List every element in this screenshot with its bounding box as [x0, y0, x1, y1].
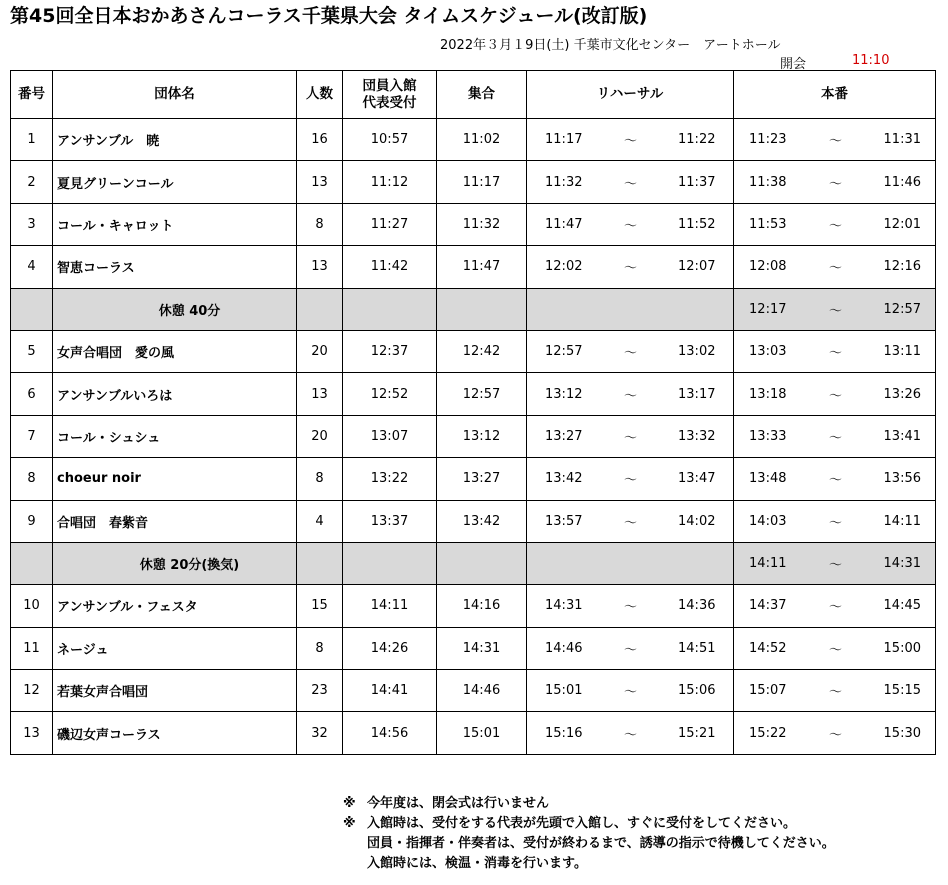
member-count: 8	[297, 203, 343, 245]
row-no: 13	[11, 712, 53, 754]
performance-end: 11:46	[870, 161, 936, 203]
performance-end: 15:15	[870, 670, 936, 712]
break-row	[11, 542, 936, 584]
tilde: ～	[802, 542, 870, 584]
table-row	[11, 585, 936, 627]
member-count: 13	[297, 161, 343, 203]
row-no: 11	[11, 627, 53, 669]
member-count: 8	[297, 627, 343, 669]
tilde: ～	[601, 670, 661, 712]
rehearsal-end: 11:22	[661, 119, 734, 161]
performance-end: 14:45	[870, 585, 936, 627]
table-row	[11, 373, 936, 415]
tilde: ～	[802, 203, 870, 245]
performance-end: 12:16	[870, 246, 936, 288]
row-no: 5	[11, 330, 53, 372]
rehearsal-start: 13:12	[527, 373, 601, 415]
note-2	[343, 814, 835, 834]
break-checkin-cell	[343, 288, 437, 330]
table-row	[11, 330, 936, 372]
tilde: ～	[601, 627, 661, 669]
group-name: アンサンブル 暁	[53, 119, 297, 161]
break-rehearsal-cell	[527, 288, 734, 330]
member-count: 15	[297, 585, 343, 627]
row-no: 4	[11, 246, 53, 288]
performance-end: 13:26	[870, 373, 936, 415]
rehearsal-end: 14:02	[661, 500, 734, 542]
table-row	[11, 161, 936, 203]
tilde: ～	[601, 203, 661, 245]
performance-start: 13:48	[734, 458, 802, 500]
performance-start: 14:03	[734, 500, 802, 542]
checkin-time: 11:27	[343, 203, 437, 245]
checkin-time: 14:41	[343, 670, 437, 712]
tilde: ～	[802, 500, 870, 542]
group-name: ネージュ	[53, 627, 297, 669]
group-name: 若葉女声合唱団	[53, 670, 297, 712]
opening-time: 11:10	[852, 53, 890, 68]
performance-end: 11:31	[870, 119, 936, 161]
table-row	[11, 203, 936, 245]
tilde: ～	[802, 712, 870, 754]
performance-start: 11:23	[734, 119, 802, 161]
checkin-time: 13:22	[343, 458, 437, 500]
assembly-time: 13:42	[437, 500, 527, 542]
rehearsal-start: 15:16	[527, 712, 601, 754]
tilde: ～	[601, 500, 661, 542]
note-4-text: 入館時には、検温・消毒を行います。	[367, 856, 587, 871]
checkin-time: 14:11	[343, 585, 437, 627]
performance-start: 11:53	[734, 203, 802, 245]
header-row	[11, 71, 936, 119]
rehearsal-end: 15:21	[661, 712, 734, 754]
table-row	[11, 119, 936, 161]
assembly-time: 11:47	[437, 246, 527, 288]
break-no-cell	[11, 542, 53, 584]
header-rehearsal: リハーサル	[527, 71, 734, 119]
checkin-time: 13:07	[343, 415, 437, 457]
table-row	[11, 246, 936, 288]
rehearsal-start: 14:31	[527, 585, 601, 627]
row-no: 1	[11, 119, 53, 161]
rehearsal-end: 11:37	[661, 161, 734, 203]
table-row	[11, 670, 936, 712]
rehearsal-start: 13:27	[527, 415, 601, 457]
tilde: ～	[601, 373, 661, 415]
break-rehearsal-cell	[527, 542, 734, 584]
header-assembly: 集合	[437, 71, 527, 119]
row-no: 8	[11, 458, 53, 500]
group-name: choeur noir	[53, 458, 297, 500]
rehearsal-end: 15:06	[661, 670, 734, 712]
tilde: ～	[601, 119, 661, 161]
tilde: ～	[802, 161, 870, 203]
group-name: アンサンブルいろは	[53, 373, 297, 415]
rehearsal-start: 11:32	[527, 161, 601, 203]
break-checkin-cell	[343, 542, 437, 584]
break-no-cell	[11, 288, 53, 330]
rehearsal-start: 11:17	[527, 119, 601, 161]
tilde: ～	[601, 246, 661, 288]
performance-start: 12:08	[734, 246, 802, 288]
tilde: ～	[802, 670, 870, 712]
header-performance: 本番	[734, 71, 936, 119]
header-checkin-line2: 代表受付	[362, 94, 417, 111]
break-members-cell	[297, 288, 343, 330]
rehearsal-end: 13:17	[661, 373, 734, 415]
rehearsal-end: 13:47	[661, 458, 734, 500]
rehearsal-end: 11:52	[661, 203, 734, 245]
rehearsal-start: 11:47	[527, 203, 601, 245]
performance-start: 14:52	[734, 627, 802, 669]
row-no: 7	[11, 415, 53, 457]
note-1	[343, 794, 835, 814]
checkin-time: 13:37	[343, 500, 437, 542]
schedule-body	[11, 119, 936, 755]
member-count: 20	[297, 330, 343, 372]
group-name: アンサンブル・フェスタ	[53, 585, 297, 627]
row-no: 2	[11, 161, 53, 203]
break-members-cell	[297, 542, 343, 584]
assembly-time: 13:27	[437, 458, 527, 500]
checkin-time: 12:37	[343, 330, 437, 372]
tilde: ～	[601, 458, 661, 500]
tilde: ～	[802, 373, 870, 415]
rehearsal-start: 14:46	[527, 627, 601, 669]
note-4	[343, 854, 835, 874]
assembly-time: 13:12	[437, 415, 527, 457]
performance-end: 13:56	[870, 458, 936, 500]
checkin-time: 11:12	[343, 161, 437, 203]
schedule-table	[10, 70, 936, 755]
assembly-time: 14:46	[437, 670, 527, 712]
table-row	[11, 627, 936, 669]
performance-end: 14:11	[870, 500, 936, 542]
performance-start: 15:22	[734, 712, 802, 754]
group-name: 夏見グリーンコール	[53, 161, 297, 203]
assembly-time: 14:16	[437, 585, 527, 627]
checkin-time: 12:52	[343, 373, 437, 415]
note-3	[343, 834, 835, 854]
table-row	[11, 712, 936, 754]
break-row	[11, 288, 936, 330]
page-title: 第45回全日本おかあさんコーラス千葉県大会 タイムスケジュール(改訂版)	[10, 5, 648, 27]
rehearsal-start: 12:57	[527, 330, 601, 372]
notes	[343, 794, 835, 874]
assembly-time: 12:42	[437, 330, 527, 372]
member-count: 16	[297, 119, 343, 161]
break-end-time: 12:57	[870, 288, 936, 330]
assembly-time: 14:31	[437, 627, 527, 669]
group-name: コール・キャロット	[53, 203, 297, 245]
header-members: 人数	[297, 71, 343, 119]
break-start-time: 12:17	[734, 288, 802, 330]
break-start-time: 14:11	[734, 542, 802, 584]
performance-start: 13:18	[734, 373, 802, 415]
tilde: ～	[802, 288, 870, 330]
member-count: 8	[297, 458, 343, 500]
tilde: ～	[802, 415, 870, 457]
break-label: 休憩 40分	[53, 288, 297, 330]
group-name: 合唱団 春紫音	[53, 500, 297, 542]
performance-end: 15:00	[870, 627, 936, 669]
performance-end: 12:01	[870, 203, 936, 245]
tilde: ～	[802, 458, 870, 500]
assembly-time: 11:17	[437, 161, 527, 203]
tilde: ～	[802, 330, 870, 372]
rehearsal-start: 13:57	[527, 500, 601, 542]
assembly-time: 11:02	[437, 119, 527, 161]
tilde: ～	[601, 415, 661, 457]
performance-start: 14:37	[734, 585, 802, 627]
tilde: ～	[802, 585, 870, 627]
checkin-time: 11:42	[343, 246, 437, 288]
member-count: 32	[297, 712, 343, 754]
tilde: ～	[601, 585, 661, 627]
note-mark: ※	[343, 816, 356, 831]
checkin-time: 14:56	[343, 712, 437, 754]
tilde: ～	[802, 246, 870, 288]
rehearsal-start: 15:01	[527, 670, 601, 712]
header-no: 番号	[11, 71, 53, 119]
table-row	[11, 500, 936, 542]
break-end-time: 14:31	[870, 542, 936, 584]
note-2-text: 入館時は、受付をする代表が先頭で入館し、すぐに受付をしてください。	[367, 816, 797, 831]
group-name: コール・シュシュ	[53, 415, 297, 457]
rehearsal-end: 14:36	[661, 585, 734, 627]
break-label: 休憩 20分(換気)	[53, 542, 297, 584]
member-count: 4	[297, 500, 343, 542]
performance-start: 13:33	[734, 415, 802, 457]
tilde: ～	[601, 330, 661, 372]
checkin-time: 10:57	[343, 119, 437, 161]
performance-start: 11:38	[734, 161, 802, 203]
rehearsal-end: 13:02	[661, 330, 734, 372]
table-row	[11, 458, 936, 500]
rehearsal-start: 12:02	[527, 246, 601, 288]
tilde: ～	[601, 712, 661, 754]
row-no: 12	[11, 670, 53, 712]
member-count: 23	[297, 670, 343, 712]
note-mark: ※	[343, 796, 356, 811]
tilde: ～	[802, 119, 870, 161]
rehearsal-end: 13:32	[661, 415, 734, 457]
performance-end: 13:41	[870, 415, 936, 457]
performance-start: 15:07	[734, 670, 802, 712]
header-checkin-line1: 団員入館	[362, 77, 417, 94]
group-name: 智恵コーラス	[53, 246, 297, 288]
member-count: 20	[297, 415, 343, 457]
rehearsal-end: 12:07	[661, 246, 734, 288]
row-no: 10	[11, 585, 53, 627]
member-count: 13	[297, 373, 343, 415]
event-date-venue: 2022年３月１9日(土) 千葉市文化センター アートホール	[440, 38, 781, 53]
assembly-time: 11:32	[437, 203, 527, 245]
table-row	[11, 415, 936, 457]
row-no: 3	[11, 203, 53, 245]
break-assembly-cell	[437, 288, 527, 330]
opening-label: 開会	[780, 57, 807, 72]
row-no: 9	[11, 500, 53, 542]
group-name: 女声合唱団 愛の風	[53, 330, 297, 372]
note-3-text: 団員・指揮者・伴奏者は、受付が終わるまで、誘導の指示で待機してください。	[367, 836, 835, 851]
group-name: 磯辺女声コーラス	[53, 712, 297, 754]
break-assembly-cell	[437, 542, 527, 584]
tilde: ～	[601, 161, 661, 203]
row-no: 6	[11, 373, 53, 415]
assembly-time: 12:57	[437, 373, 527, 415]
header-checkin	[343, 71, 437, 119]
performance-end: 13:11	[870, 330, 936, 372]
performance-end: 15:30	[870, 712, 936, 754]
tilde: ～	[802, 627, 870, 669]
member-count: 13	[297, 246, 343, 288]
note-1-text: 今年度は、閉会式は行いません	[367, 796, 550, 811]
checkin-time: 14:26	[343, 627, 437, 669]
header-group: 団体名	[53, 71, 297, 119]
rehearsal-end: 14:51	[661, 627, 734, 669]
assembly-time: 15:01	[437, 712, 527, 754]
rehearsal-start: 13:42	[527, 458, 601, 500]
performance-start: 13:03	[734, 330, 802, 372]
